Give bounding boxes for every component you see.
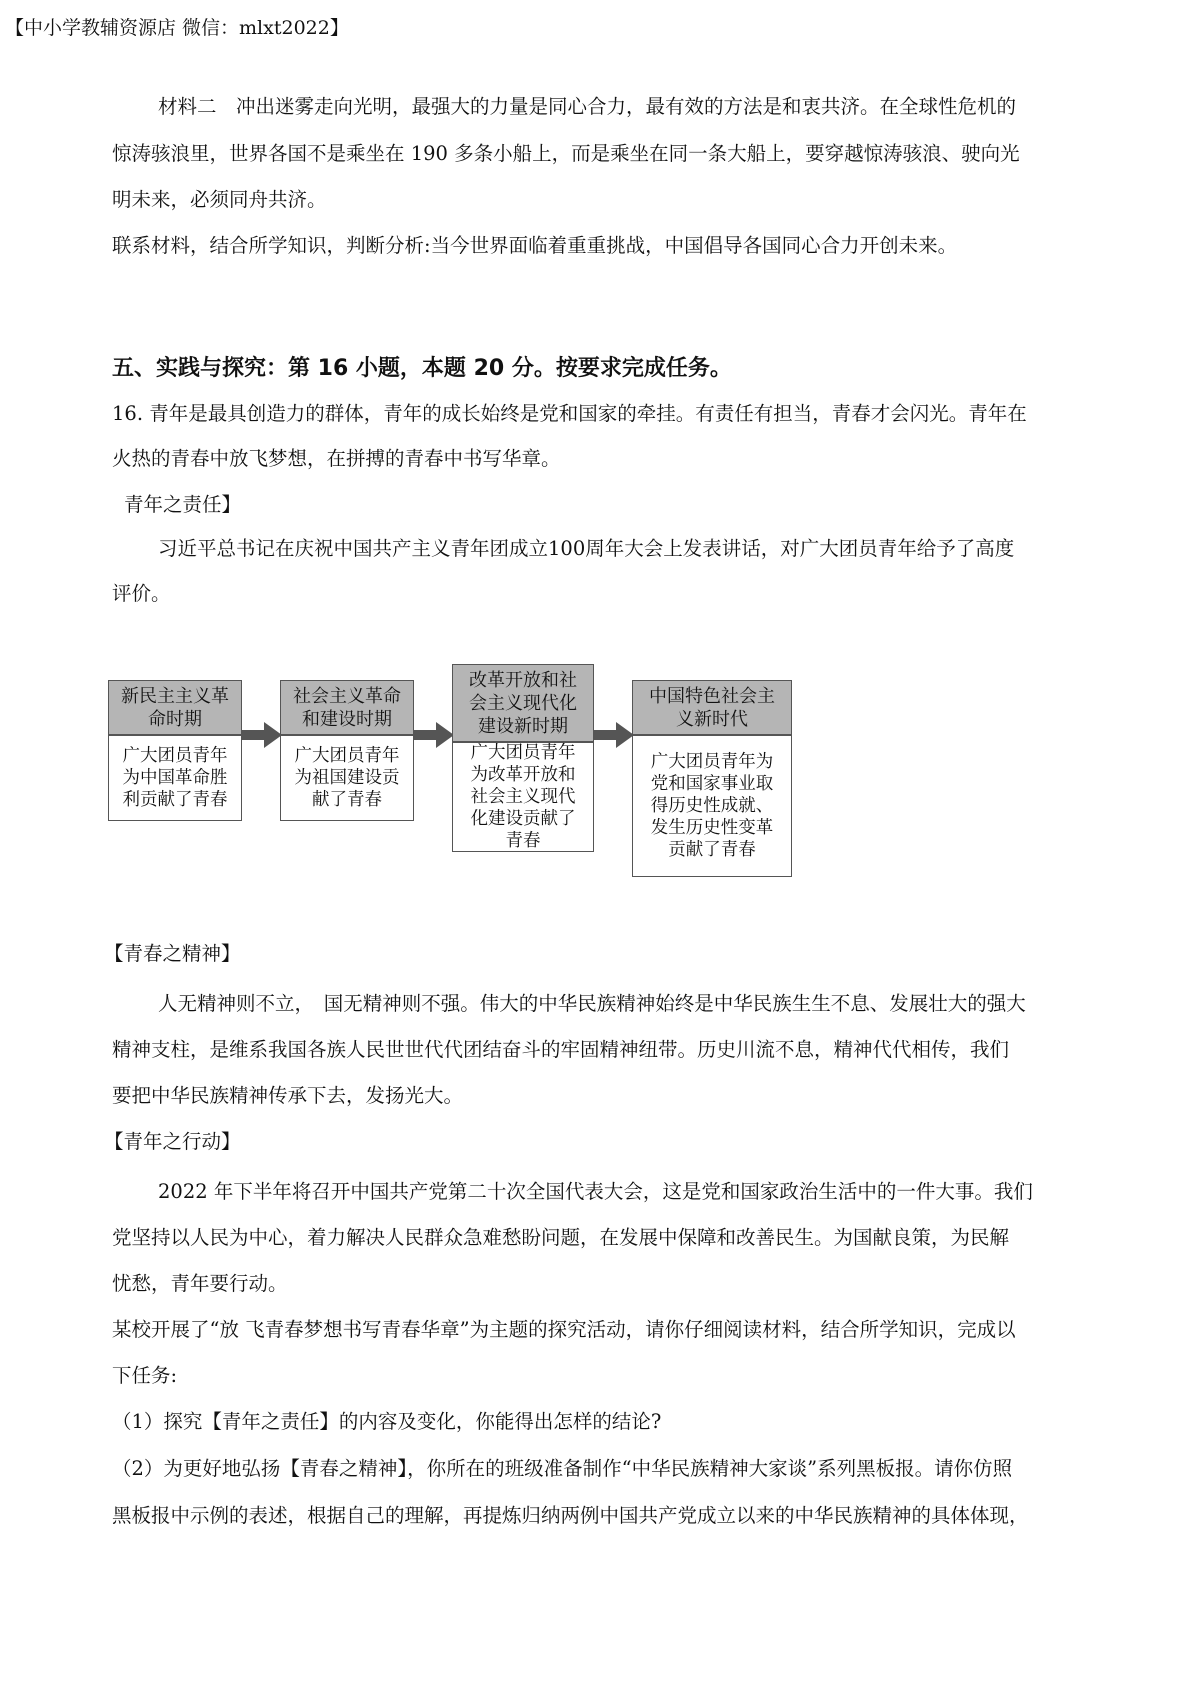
stage-1-contribution: 广大团员青年 为中国革命胜 利贡献了青春	[108, 735, 242, 821]
spirit-title: 【青春之精神】	[104, 942, 241, 965]
stage-4-period: 中国特色社会主 义新时代	[632, 680, 792, 735]
tasks-intro-line-1: 某校开展了“放 飞青春梦想书写青春华章”为主题的探究活动，请你仔细阅读材料，结合所学知识，完成以	[112, 1318, 1016, 1341]
responsibility-title: 青年之责任】	[124, 493, 242, 516]
arrow-2-icon	[414, 722, 454, 748]
task-2-line-1: （2）为更好地弘扬【青春之精神】，你所在的班级准备制作“中华民族精神大家谈”系列黑板报。请你仿照	[112, 1457, 1013, 1480]
stage-3-period: 改革开放和社 会主义现代化 建设新时期	[452, 664, 594, 742]
task-2-line-2: 黑板报中示例的表述，根据自己的理解，再提炼归纳两例中国共产党成立以来的中华民族精神的具体体现，	[112, 1504, 1029, 1527]
material2-line-3: 明未来，必须同舟共济。	[112, 188, 327, 211]
stage-2-period: 社会主义革命 和建设时期	[280, 680, 414, 735]
stage-3-contribution: 广大团员青年 为改革开放和 社会主义现代 化建设贡献了 青春	[452, 742, 594, 852]
watermark-header: 【中小学教辅资源店 微信：mlxt2022】	[5, 17, 349, 39]
arrow-1-icon	[242, 722, 282, 748]
tasks-intro-line-2: 下任务:	[112, 1364, 178, 1387]
arrow-3-icon	[594, 722, 634, 748]
q16-intro-line-1: 16. 青年是最具创造力的群体，青年的成长始终是党和国家的牵挂。有责任有担当，青春才会闪光。青年在	[112, 402, 1027, 425]
spirit-line-2: 精神支柱，是维系我国各族人民世世代代团结奋斗的牢固精神纽带。历史川流不息，精神代代相传，我们	[112, 1038, 1010, 1061]
material2-line-2: 惊涛骇浪里，世界各国不是乘坐在 190 多条小船上，而是乘坐在同一条大船上，要穿越惊涛骇浪、驶向光	[112, 142, 1020, 165]
action-line-2: 党坚持以人民为中心，着力解决人民群众急难愁盼问题，在发展中保障和改善民生。为国献良策，为民解	[112, 1226, 1010, 1249]
stage-1-period: 新民主主义革 命时期	[108, 680, 242, 735]
responsibility-line-1: 习近平总书记在庆祝中国共产主义青年团成立100周年大会上发表讲话，对广大团员青年给予了高度	[158, 537, 1015, 560]
q16-intro-line-2: 火热的青春中放飞梦想，在拼搏的青春中书写华章。	[112, 447, 561, 470]
action-line-1: 2022 年下半年将召开中国共产党第二十次全国代表大会，这是党和国家政治生活中的一件大事。我们	[158, 1180, 1033, 1203]
task-1: （1）探究【青年之责任】的内容及变化，你能得出怎样的结论?	[112, 1410, 662, 1433]
section5-heading: 五、实践与探究：第 16 小题，本题 20 分。按要求完成任务。	[112, 356, 732, 381]
action-title: 【青年之行动】	[104, 1130, 241, 1153]
spirit-line-1: 人无精神则不立， 国无精神则不强。伟大的中华民族精神始终是中华民族生生不息、发展壮大的强大	[158, 992, 1026, 1015]
spirit-line-3: 要把中华民族精神传承下去，发扬光大。	[112, 1084, 464, 1107]
stage-4-contribution: 广大团员青年为 党和国家事业取 得历史性成就、 发生历史性变革 贡献了青春	[632, 735, 792, 877]
responsibility-line-2: 评价。	[112, 582, 171, 605]
stage-2-contribution: 广大团员青年 为祖国建设贡 献了青春	[280, 735, 414, 821]
material2-question: 联系材料，结合所学知识，判断分析:当今世界面临着重重挑战，中国倡导各国同心合力开创未来。	[112, 234, 958, 257]
action-line-3: 忧愁，青年要行动。	[112, 1272, 288, 1295]
material2-line-1: 材料二 冲出迷雾走向光明，最强大的力量是同心合力，最有效的方法是和衷共济。在全球性危机的	[158, 95, 1017, 118]
